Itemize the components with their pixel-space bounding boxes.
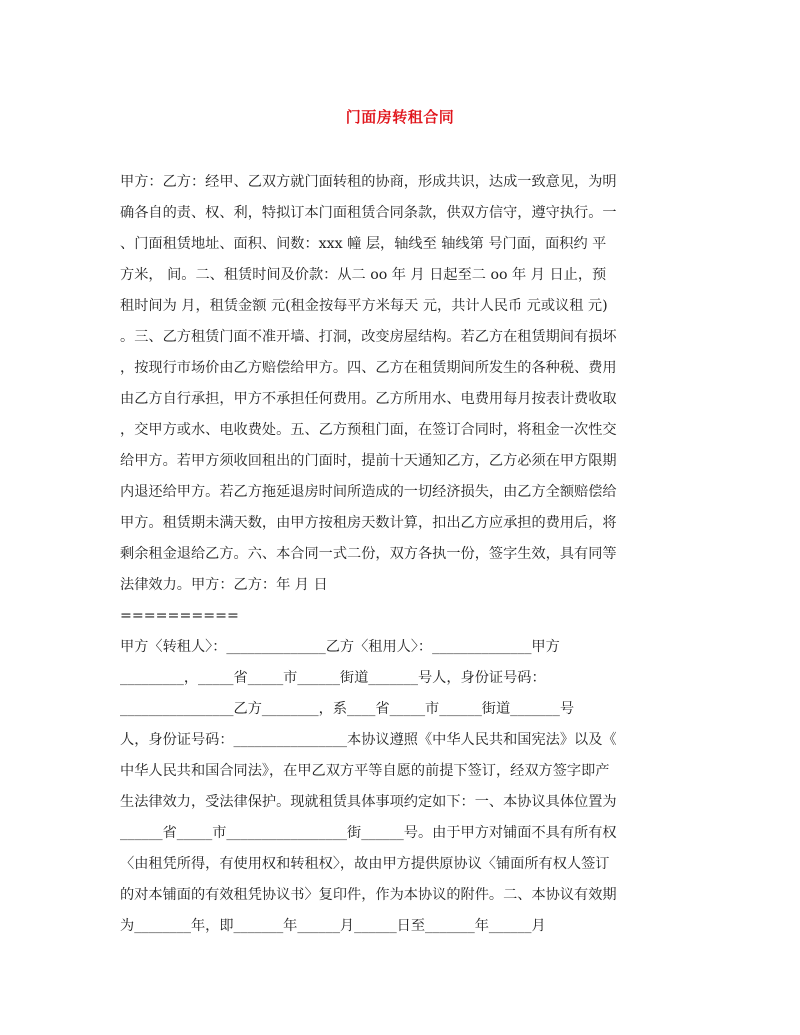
body-line: 给甲方。若甲方须收回租出的门面时，提前十天通知乙方，乙方必须在甲方限期 [120, 453, 617, 469]
body-line: ________________乙方________，系____省_____市______街道_______号 [120, 701, 575, 717]
body-line: 。三、乙方租赁门面不准开墙、打洞，改变房屋结构。若乙方在租赁期间有损坏 [120, 329, 617, 345]
body-line: 甲方。租赁期未满天数，由甲方按租房天数计算，扣出乙方应承担的费用后，将 [120, 515, 617, 531]
document-body [120, 167, 695, 942]
body-line: ，按现行市场价由乙方赔偿给甲方。四、乙方在租赁期间所发生的各种税、费用 [120, 360, 617, 376]
body-line: 确各自的责、权、利，特拟订本门面租赁合同条款，供双方信守，遵守执行。一 [120, 205, 617, 221]
body-line: 甲方：乙方：经甲、乙双方就门面转租的协商，形成共识，达成一致意见，为明 [120, 174, 617, 190]
body-line: ______省_____市_________________街______号。由于甲方对铺面不具有所有权 [120, 825, 617, 841]
body-line: 为________年，即_______年______月______日至_______年______月 [120, 918, 546, 934]
body-line: 中华人民共和国合同法》，在甲乙双方平等自愿的前提下签订，经双方签字即产 [120, 763, 610, 779]
body-line: 法律效力。甲方：乙方：年 月 日 [120, 577, 328, 593]
body-line: 剩余租金退给乙方。六、本合同一式二份，双方各执一份，签字生效，具有同等 [120, 546, 617, 562]
separator-line: ========== [120, 608, 239, 624]
body-line: 租时间为 月，租赁金额 元(租金按每平方米每天 元，共计人民币 元或议租 元) [120, 298, 608, 314]
body-line: 内退还给甲方。若乙方拖延退房时间所造成的一切经济损失，由乙方全额赔偿给 [120, 484, 617, 500]
body-line: 由乙方自行承担，甲方不承担任何费用。乙方所用水、电费用每月按表计费收取 [120, 391, 617, 407]
body-line: 、门面租赁地址、面积、间数：xxx 幢 层，轴线至 轴线第 号门面，面积约 平 [120, 236, 607, 252]
body-line: 甲方〈转租人〉：______________乙方〈租用人〉：______________甲方 [120, 639, 560, 655]
body-line: 方米， 间。二、租赁时间及价款：从二 oo 年 月 日起至二 oo 年 月 日止，预 [120, 267, 607, 283]
body-line: 的对本铺面的有效租凭协议书〉复印件，作为本协议的附件。二、本协议有效期 [120, 887, 617, 903]
body-line: ，交甲方或水、电收费处。五、乙方预租门面，在签订合同时，将租金一次性交 [120, 422, 617, 438]
document-title: 门面房转租合同 [345, 108, 455, 126]
body-line: 人，身份证号码：________________本协议遵照《中华人民共和国宪法》以及《 [120, 732, 617, 748]
body-line: 〈由租凭所得，有使用权和转租权〉，故由甲方提供原协议〈铺面所有权人签订 [120, 856, 610, 872]
body-line: _________，_____省_____市______街道_______号人，身份证号码： [120, 670, 546, 686]
body-line: 生法律效力，受法律保护。现就租赁具体事项约定如下：一、本协议具体位置为 [120, 794, 617, 810]
